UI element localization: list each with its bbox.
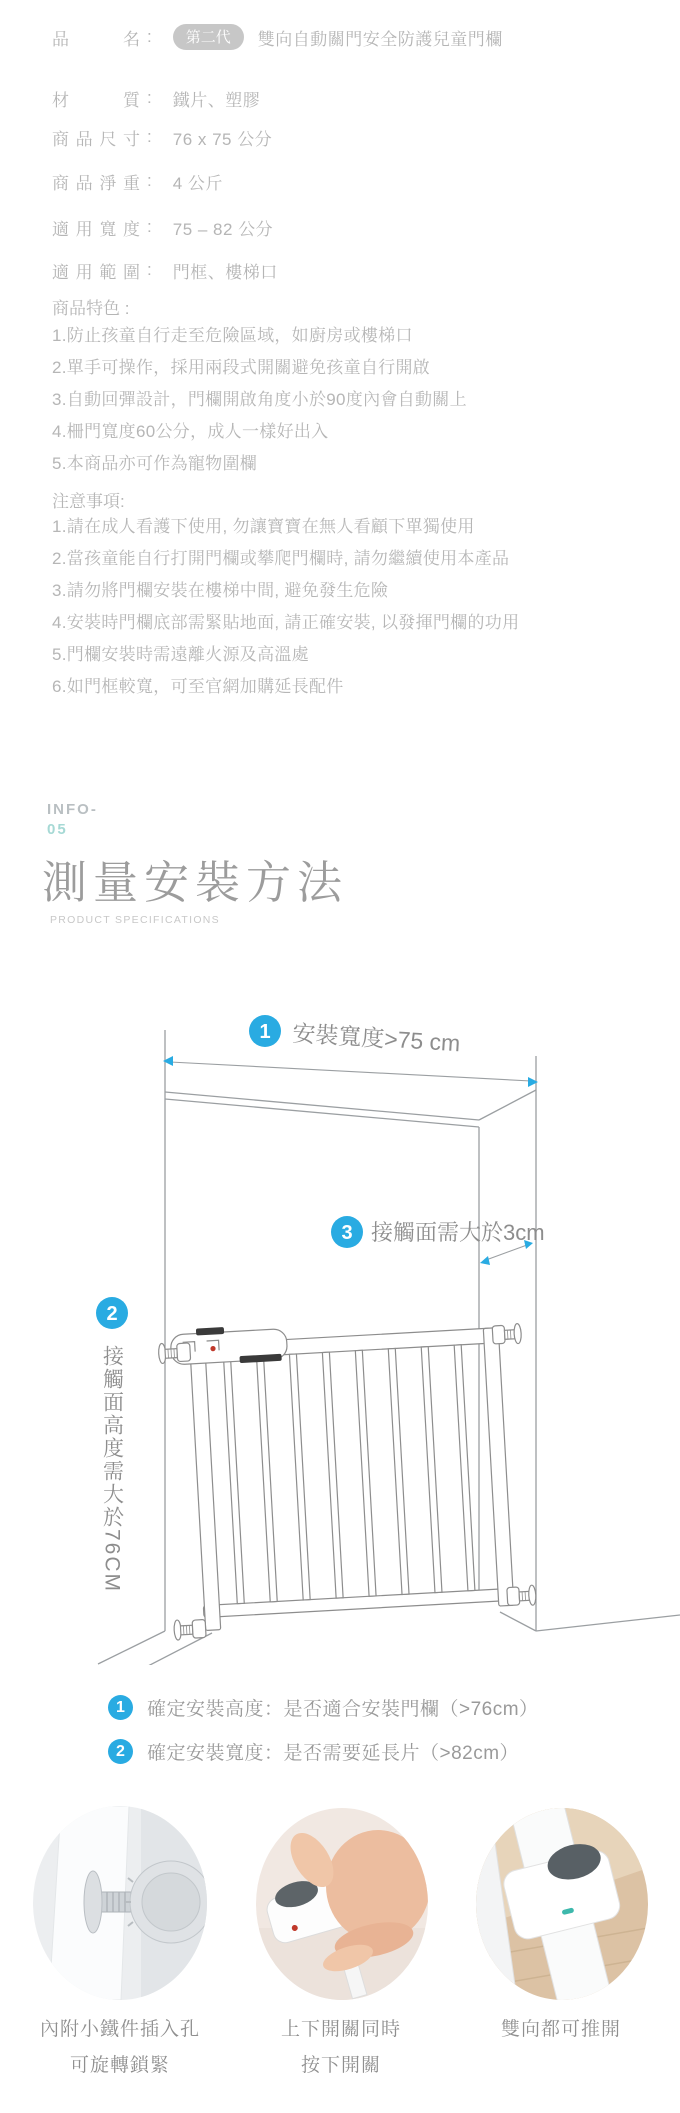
spec-value: 4 公斤 xyxy=(172,173,223,193)
caption-line: 雙向都可推開 xyxy=(500,2019,621,2040)
check-step-height xyxy=(108,1694,539,1721)
contact-label xyxy=(331,1216,545,1248)
spec-value: 雙向自動關門安全防護兒童門欄 xyxy=(257,29,503,49)
photo-caption-2 xyxy=(221,2012,461,2084)
info-kicker: INFO- xyxy=(47,801,98,818)
spec-row-width-range xyxy=(52,214,273,240)
generation-badge: 第二代 xyxy=(173,24,244,50)
spec-label: 適用範圍 xyxy=(52,262,140,282)
step-text: 確定安裝寬度：是否需要延長片（>82cm） xyxy=(147,1743,520,1764)
section-title: 測量安裝方法 xyxy=(42,857,349,908)
spec-value: 75 – 82 公分 xyxy=(172,219,274,239)
note-item: 4.安裝時門欄底部需緊貼地面, 請正確安裝, 以發揮門欄的功用 xyxy=(52,613,520,632)
check-step-width xyxy=(108,1738,519,1765)
spec-value: 門框、樓梯口 xyxy=(172,262,278,282)
gate-left-post xyxy=(190,1344,221,1630)
contact-label-text: 接觸面需大於3cm xyxy=(371,1220,545,1245)
spec-colon: : xyxy=(147,217,152,236)
spec-label: 適用寬度 xyxy=(52,219,140,239)
photo-caption-3 xyxy=(441,2012,680,2048)
caption-line: 內附小鐵件插入孔 xyxy=(39,2019,200,2040)
caption-line: 上下開關同時 xyxy=(280,2019,401,2040)
feature-item: 5.本商品亦可作為寵物圍欄 xyxy=(52,454,258,473)
note-item: 6.如門框較寬，可至官網加購延長配件 xyxy=(52,677,344,696)
spec-colon: : xyxy=(147,127,152,146)
notes-title: 注意事項: xyxy=(52,492,125,511)
info-number: 05 xyxy=(47,821,68,838)
feature-item: 2.單手可操作，採用兩段式開關避免孩童自行開啟 xyxy=(52,358,431,377)
step-2-number: 2 xyxy=(106,1303,118,1325)
spec-row-scope xyxy=(52,257,278,283)
feature-item: 1.防止孩童自行走至危險區域，如廚房或樓梯口 xyxy=(52,326,413,345)
note-item: 3.請勿將門欄安裝在樓梯中間, 避免發生危險 xyxy=(52,581,389,600)
caption-line: 按下開關 xyxy=(300,2055,381,2076)
width-dimension-arrow xyxy=(163,1056,538,1087)
spec-colon: : xyxy=(147,27,152,46)
note-item: 5.門欄安裝時需遠離火源及高溫處 xyxy=(52,645,309,664)
spec-colon: : xyxy=(147,88,152,107)
spec-colon: : xyxy=(147,260,152,279)
notes-list xyxy=(52,511,519,703)
spec-value: 鐵片、塑膠 xyxy=(172,90,261,110)
height-label-text: 接觸面高度需大於76CM xyxy=(100,1345,124,1594)
step-2-badge: 2 xyxy=(108,1739,133,1764)
spec-label: 商品淨重 xyxy=(52,173,140,193)
note-item: 1.請在成人看護下使用, 勿讓寶寶在無人看顧下單獨使用 xyxy=(52,517,475,536)
photo-press-switch xyxy=(256,1808,428,2000)
features-list xyxy=(52,320,467,480)
width-label xyxy=(249,1015,461,1056)
spec-row-name xyxy=(52,24,503,50)
step-1-number: 1 xyxy=(259,1021,271,1043)
photo-caption-1 xyxy=(0,2012,240,2084)
spec-colon: : xyxy=(147,171,152,190)
gate-right-post xyxy=(483,1328,513,1606)
spec-row-size xyxy=(52,124,272,150)
safety-gate-drawing xyxy=(157,1310,537,1640)
gate-bars xyxy=(224,1345,475,1604)
gate-bottom-rail xyxy=(203,1588,517,1618)
features-title: 商品特色 : xyxy=(52,299,130,318)
feature-item: 4.柵門寬度60公分，成人一樣好出入 xyxy=(52,422,329,441)
note-item: 2.當孩童能自行打開門欄或攀爬門欄時, 請勿繼續使用本產品 xyxy=(52,549,510,568)
step-1-badge: 1 xyxy=(108,1695,133,1720)
photo-screw-knob xyxy=(33,1806,207,2000)
spec-value: 76 x 75 公分 xyxy=(172,129,273,149)
step-3-number: 3 xyxy=(341,1222,353,1244)
feature-item: 3.自動回彈設計，門欄開啟角度小於90度內會自動關上 xyxy=(52,390,467,409)
spec-row-material xyxy=(52,85,260,111)
section-subtitle: PRODUCT SPECIFICATIONS xyxy=(50,914,220,926)
spec-label: 商品尺寸 xyxy=(52,129,140,149)
spec-label: 材質 xyxy=(52,90,140,110)
photo-push-latch xyxy=(476,1808,648,2000)
spec-row-weight xyxy=(52,168,223,194)
width-label-text: 安裝寬度>75 cm xyxy=(291,1020,462,1057)
step-text: 確定安裝高度：是否適合安裝門欄（>76cm） xyxy=(147,1699,539,1720)
spec-label: 品名 xyxy=(52,29,140,49)
height-label xyxy=(96,1297,128,1593)
caption-line: 可旋轉鎖緊 xyxy=(69,2055,170,2076)
install-diagram xyxy=(0,955,680,1665)
